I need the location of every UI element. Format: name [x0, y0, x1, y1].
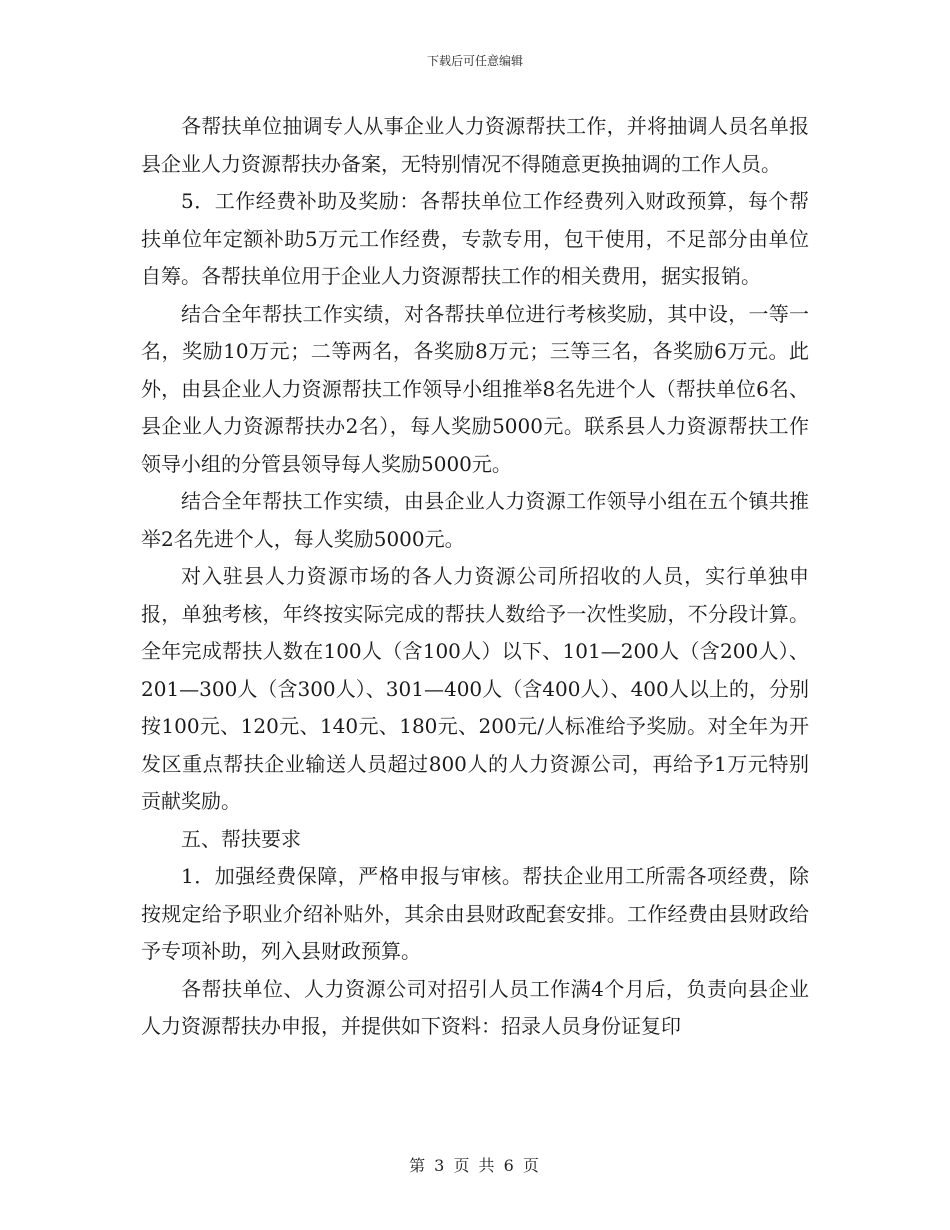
download-note: 下载后可任意编辑 [426, 54, 523, 68]
page-number: 第 3 页 共 6 页 [409, 1156, 541, 1175]
paragraph-funding-guarantee: 1．加强经费保障，严格申报与审核。帮扶企业用工所需各项经费，除按规定给予职业介绍补贴外，其余由县财政配套安排。工作经费由县财政给予专项补助，列入县财政预算。 [141, 864, 809, 963]
document-body [141, 108, 809, 1046]
paragraph-funding: 5．工作经费补助及奖励：各帮扶单位工作经费列入财政预算，每个帮扶单位年定额补助5万元工作经费，专款专用，包干使用，不足部分由单位自筹。各帮扶单位用于企业人力资源帮扶工作的相关费用，据实报销。 [141, 189, 809, 288]
paragraph-town-rewards: 结合全年帮扶工作实绩，由县企业人力资源工作领导小组在五个镇共推举2名先进个人，每人奖励5000元。 [141, 489, 809, 551]
paragraph-hr-company-rewards: 对入驻县人力资源市场的各人力资源公司所招收的人员，实行单独申报，单独考核，年终按实际完成的帮扶人数给予一次性奖励，不分段计算。全年完成帮扶人数在100人（含100人）以下、101—200人（含200人）、201—300人（含300人）、301—400人（含400人）、400人以上的，分别按100元、120元、140元、180元、200元/人标准给予奖励。对全年为开发区重点帮扶企业输送人员超过800人的人力资源公司，再给予1万元特别贡献奖励。 [141, 564, 809, 813]
paragraph-staffing: 各帮扶单位抽调专人从事企业人力资源帮扶工作，并将抽调人员名单报县企业人力资源帮扶办备案，无特别情况不得随意更换抽调的工作人员。 [141, 114, 809, 176]
paragraph-unit-rewards: 结合全年帮扶工作实绩，对各帮扶单位进行考核奖励，其中设，一等一名，奖励10万元；二等两名，各奖励8万元；三等三名，各奖励6万元。此外，由县企业人力资源帮扶工作领导小组推举8名先进个人（帮扶单位6名、县企业人力资源帮扶办2名），每人奖励5000元。联系县人力资源帮扶工作领导小组的分管县领导每人奖励5000元。 [141, 301, 809, 476]
paragraph-application: 各帮扶单位、人力资源公司对招引人员工作满4个月后，负责向县企业人力资源帮扶办申报，并提供如下资料：招录人员身份证复印 [141, 976, 809, 1038]
section-heading-requirements: 五、帮扶要求 [181, 826, 301, 851]
